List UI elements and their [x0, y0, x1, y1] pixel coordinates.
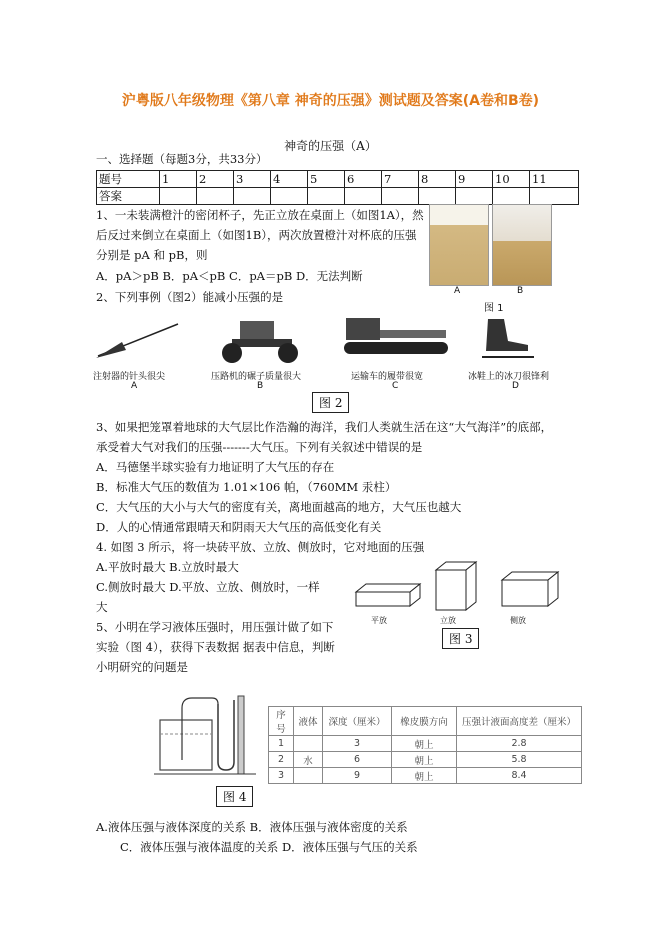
- table-cell: 5.8: [457, 752, 582, 768]
- table-cell: 2: [269, 752, 294, 768]
- road-roller-icon: [210, 315, 310, 365]
- fig2-caption-a: 注射器的针头很尖: [93, 372, 166, 382]
- answer-cell[interactable]: [345, 188, 382, 205]
- answer-table-number: 1: [160, 171, 197, 188]
- fig4-label: 图 4: [216, 786, 253, 807]
- fig2-label: 图 2: [312, 392, 349, 413]
- answer-table-number: 9: [456, 171, 493, 188]
- table-cell: [294, 768, 323, 784]
- fig1-label-b: B: [517, 286, 524, 296]
- q4-line2: A.平放时最大 B.立放时最大: [96, 560, 239, 574]
- table-header: 深度（厘米）: [323, 707, 392, 736]
- fig2-letter-b: B: [257, 381, 264, 391]
- fig3-caption-upright: 立放: [440, 616, 456, 625]
- q3-line1: 3、如果把笼罩着地球的大气层比作浩瀚的海洋，我们人类就生活在这“大气海洋”的底部，: [96, 420, 553, 434]
- answer-cell[interactable]: [197, 188, 234, 205]
- q5-line3: 小明研究的问题是: [96, 660, 188, 674]
- paper-subtitle: 神奇的压强（A）: [284, 139, 377, 153]
- table-row: [269, 752, 582, 768]
- answer-cell[interactable]: [530, 188, 579, 205]
- answer-table-number: 3: [234, 171, 271, 188]
- answer-table-number: 5: [308, 171, 345, 188]
- q1-line1: 1、一未装满橙汁的密闭杯子，先正立放在桌面上（如图1A），然: [96, 208, 424, 222]
- q3-option-d: D．人的心情通常跟晴天和阴雨天大气压的高低变化有关: [96, 520, 382, 534]
- fig1-caption: 图 1: [484, 303, 504, 314]
- table-cell: 3: [323, 736, 392, 752]
- table-cell: [294, 736, 323, 752]
- fig3-caption-flat: 平放: [371, 616, 387, 625]
- table-cell: 8.4: [457, 768, 582, 784]
- q5-line2: 实验（图 4），获得下表数据 据表中信息，判断: [96, 640, 335, 654]
- answer-cell[interactable]: [493, 188, 530, 205]
- q4-line3: C.侧放时最大 D.平放、立放、侧放时，一样: [96, 580, 320, 594]
- syringe-needle-icon: [92, 318, 184, 363]
- answer-cell[interactable]: [160, 188, 197, 205]
- fig2-caption-c: 运输车的履带很宽: [351, 372, 424, 382]
- table-cell: 朝上: [392, 736, 457, 752]
- fig2-caption-b: 压路机的碾子质量很大: [211, 372, 302, 382]
- fig2-letter-c: C: [392, 381, 399, 391]
- table-header: 压强计液面高度差（厘米）: [457, 707, 582, 736]
- q4-line1: 4. 如图 3 所示，将一块砖平放、立放、侧放时，它对地面的压强: [96, 540, 425, 554]
- ice-skate-icon: [478, 315, 538, 361]
- table-cell: 9: [323, 768, 392, 784]
- answer-table-number: 2: [197, 171, 234, 188]
- answer-cell[interactable]: [308, 188, 345, 205]
- pressure-gauge-apparatus-icon: [152, 690, 260, 780]
- q3-line2: 承受着大气对我们的压强-------大气压。下列有关叙述中错误的是: [96, 440, 423, 454]
- q1-line2: 后反过来倒立在桌面上（如图1B），两次放置橙汁对杯底的压强: [96, 228, 417, 242]
- table-row: [269, 736, 582, 752]
- table-cell: 3: [269, 768, 294, 784]
- answer-cell[interactable]: [419, 188, 456, 205]
- fig2-caption-d: 冰鞋上的冰刀很锋利: [468, 372, 550, 382]
- answer-table-row1-label: 题号: [97, 171, 160, 188]
- q2-question: 2、下列事例（图2）能减小压强的是: [96, 290, 284, 304]
- q5-line1: 5、小明在学习液体压强时，用压强计做了如下: [96, 620, 334, 634]
- q3-option-a: A．马德堡半球实验有力地证明了大气压的存在: [96, 460, 335, 474]
- table-cell: 水: [294, 752, 323, 768]
- answer-table-number: 11: [530, 171, 579, 188]
- q3-option-b: B．标准大气压的数值为 1.01×106 帕，（760MM 汞柱）: [96, 480, 397, 494]
- table-cell: 朝上: [392, 768, 457, 784]
- answer-cell[interactable]: [382, 188, 419, 205]
- fig3-label: 图 3: [442, 628, 479, 649]
- answer-table: [96, 170, 579, 205]
- answer-table-number: 7: [382, 171, 419, 188]
- q5-options-line1: A.液体压强与液体深度的关系 B．液体压强与液体密度的关系: [96, 820, 408, 834]
- document-title: 沪粤版八年级物理《第八章 神奇的压强》测试题及答案(A卷和B卷): [121, 93, 540, 109]
- answer-table-number: 6: [345, 171, 382, 188]
- table-cell: 2.8: [457, 736, 582, 752]
- q4-line4: 大: [96, 600, 108, 614]
- orange-juice-cup-upright-photo: [429, 204, 489, 286]
- fig1-label-a: A: [454, 286, 461, 296]
- brick-diagram: [352, 558, 562, 616]
- answer-table-number: 10: [493, 171, 530, 188]
- answer-table-number: 4: [271, 171, 308, 188]
- tracked-transport-vehicle-icon: [340, 312, 450, 360]
- fig2-letter-d: D: [512, 381, 519, 391]
- q1-options: A．pA＞pB B．pA＜pB C．pA＝pB D．无法判断: [96, 269, 363, 283]
- table-cell: 朝上: [392, 752, 457, 768]
- q1-line3: 分别是 pA 和 pB，则: [96, 248, 208, 262]
- table-row: [269, 768, 582, 784]
- q3-option-c: C．大气压的大小与大气的密度有关，离地面越高的地方，大气压也越大: [96, 500, 462, 514]
- table-header: 液体: [294, 707, 323, 736]
- experiment-data-table: [268, 706, 582, 784]
- fig2-letter-a: A: [131, 381, 138, 391]
- answer-cell[interactable]: [271, 188, 308, 205]
- table-cell: 1: [269, 736, 294, 752]
- table-cell: 6: [323, 752, 392, 768]
- q5-options-line2: C．液体压强与液体温度的关系 D．液体压强与气压的关系: [120, 840, 418, 854]
- answer-table-row2-label: 答案: [97, 188, 160, 205]
- section-heading: 一、选择题（每题3分，共33分）: [96, 152, 268, 166]
- answer-table-number: 8: [419, 171, 456, 188]
- fig3-caption-side: 侧放: [510, 616, 526, 625]
- answer-cell[interactable]: [456, 188, 493, 205]
- orange-juice-cup-inverted-photo: [492, 204, 552, 286]
- table-header: 序号: [269, 707, 294, 736]
- answer-cell[interactable]: [234, 188, 271, 205]
- table-header: 橡皮膜方向: [392, 707, 457, 736]
